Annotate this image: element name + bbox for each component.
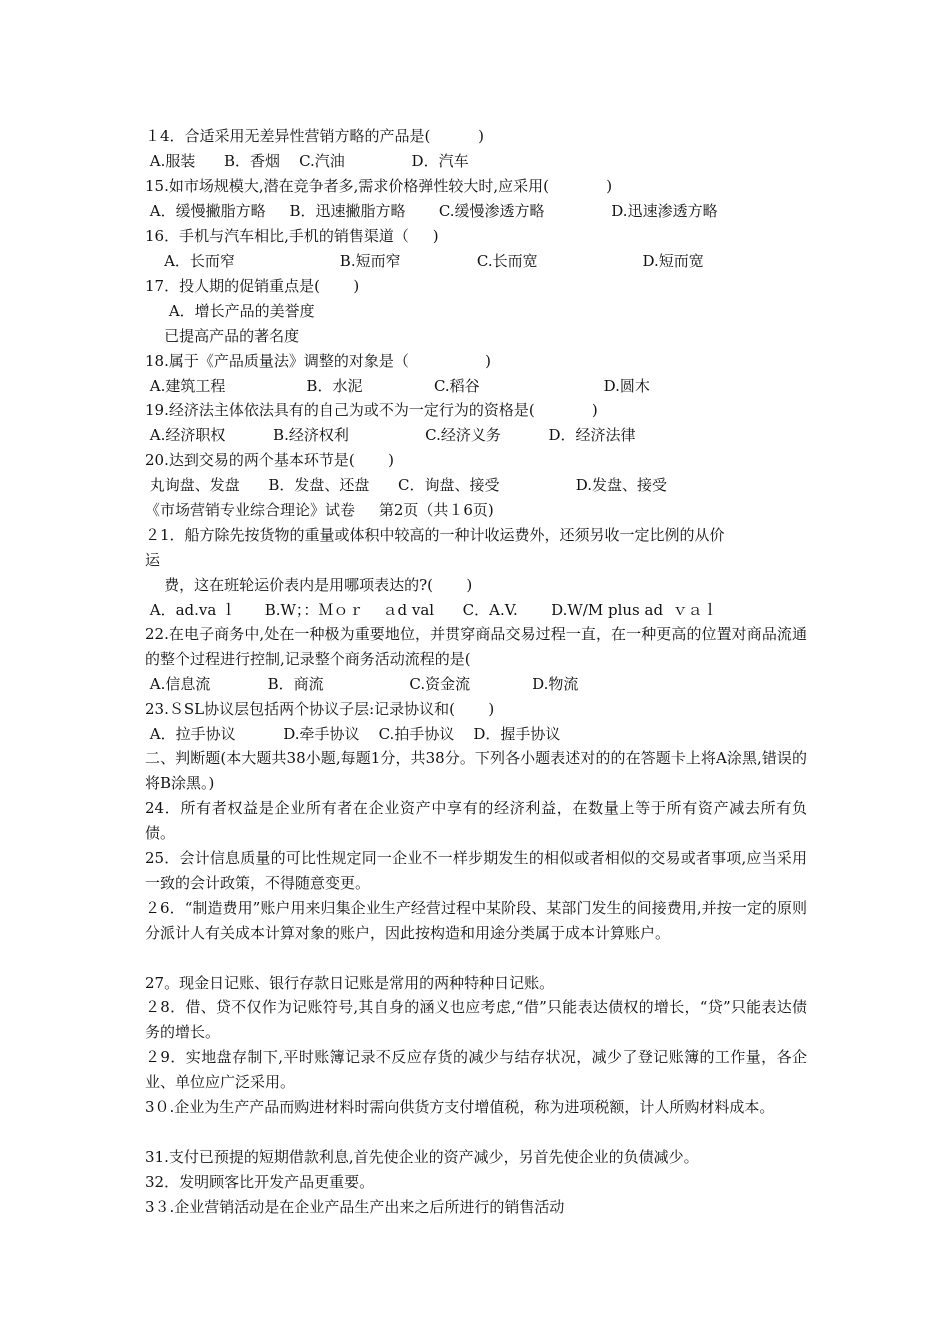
statement-24: 24．所有者权益是企业所有者在企业资产中享有的经济利益，在数量上等于所有资产减去所有负债。 xyxy=(145,799,807,842)
question-20-stem: 20.达到交易的两个基本环节是( ) xyxy=(145,451,394,469)
question-17-option-a: A．增长产品的美誉度 xyxy=(145,302,315,320)
question-16-stem: 16．手机与汽车相比,手机的销售渠道（ ) xyxy=(145,227,439,245)
question-17-stem: 17．投人期的促销重点是( ) xyxy=(145,277,360,295)
question-15-options: A．缓慢撇脂方略 B．迅速撇脂方略 C.缓慢渗透方略 D.迅速渗透方略 xyxy=(145,202,718,220)
question-14-stem: １4．合适采用无差异性营销方略的产品是( ) xyxy=(145,127,484,145)
question-15-stem: 15.如市场规模大,潜在竞争者多,需求价格弹性较大时,应采用( ) xyxy=(145,177,613,195)
question-22-stem: 22.在电子商务中,处在一种极为重要地位，并贯穿商品交易过程一直，在一种更高的位置对商品流通的整个过程进行控制,记录整个商务活动流程的是( xyxy=(145,625,807,668)
statement-25: 25．会计信息质量的可比性规定同一企业不一样步期发生的相似或者相似的交易或者事项,应当采用一致的会计政策，不得随意变更。 xyxy=(145,849,807,892)
statement-27: 27。现金日记账、银行存款日记账是常用的两种特种日记账。 xyxy=(145,974,555,992)
statement-30: 3０.企业为生产产品而购进材料时需向供货方支付增值税，称为进项税额，计人所购材料成本。 xyxy=(145,1098,775,1116)
statement-28: ２8．借、贷不仅作为记账符号,其自身的涵义也应考虑,“借”只能表达债权的增长，“贷”只能表达债务的增长。 xyxy=(145,998,807,1041)
question-23-options: A．拉手协议 D.牵手协议 C.拍手协议 D．握手协议 xyxy=(145,725,561,743)
question-23-stem: 23.ＳSL协议层包括两个协议子层:记录协议和( ) xyxy=(145,700,495,718)
statement-31: 31.支付已预提的短期借款利息,首先使企业的资产减少，另首先使企业的负债减少。 xyxy=(145,1148,699,1166)
question-21-options: A．ad.va ｌ B.W；：Ｍｏｒ ａd val C．A.V. D.W/M plus ad ｖａｌ xyxy=(145,601,718,619)
statement-26: ２6．“制造费用”账户用来归集企业生产经营过程中某阶段、某部门发生的间接费用,并按一定的原则分派计人有关成本计算对象的账户，因此按构造和用途分类属于成本计算账户。 xyxy=(145,899,807,942)
statement-29: ２9．实地盘存制下,平时账簿记录不反应存货的减少与结存状况，减少了登记账簿的工作量，各企业、单位应广泛采用。 xyxy=(145,1048,807,1091)
statement-33: 3３.企业营销活动是在企业产品生产出来之后所进行的销售活动 xyxy=(145,1198,565,1216)
question-18-options: A.建筑工程 B．水泥 C.稻谷 D.圆木 xyxy=(145,377,650,395)
section-2-heading: 二、判断题(本大题共38小题,每题1分，共38分。下列各小题表述对的的在答题卡上将A涂黑,错误的将B涂黑。) xyxy=(145,749,807,792)
question-16-options: A．长而窄 B.短而窄 C.长而宽 D.短而宽 xyxy=(145,252,704,270)
question-14-options: A.服装 B．香烟 C.汽油 D．汽车 xyxy=(145,152,469,170)
question-19-options: A.经济职权 B.经济权利 C.经济义务 D．经济法律 xyxy=(145,426,636,444)
page-footer: 《市场营销专业综合理论》试卷 第2页（共１6页) xyxy=(145,501,494,519)
question-19-stem: 19.经济法主体依法具有的自己为或不为一定行为的资格是( ) xyxy=(145,401,598,419)
question-22-options: A.信息流 B．商流 C.资金流 D.物流 xyxy=(145,675,579,693)
question-21-stem: ２1．船方除先按货物的重量或体积中较高的一种计收运费外，还须另收一定比例的从价 xyxy=(145,526,725,544)
question-17-option-b: 已提高产品的著名度 xyxy=(145,327,300,345)
question-21-stem-wrap: 运 xyxy=(145,551,161,569)
question-20-options: 丸询盘、发盘 B．发盘、还盘 C．询盘、接受 D.发盘、接受 xyxy=(145,476,668,494)
question-21-stem-continued: 费，这在班轮运价表内是用哪项表达的?( ) xyxy=(145,576,473,594)
question-18-stem: 18.属于《产品质量法》调整的对象是（ ) xyxy=(145,352,491,370)
statement-32: 32．发明顾客比开发产品更重要。 xyxy=(145,1173,375,1191)
